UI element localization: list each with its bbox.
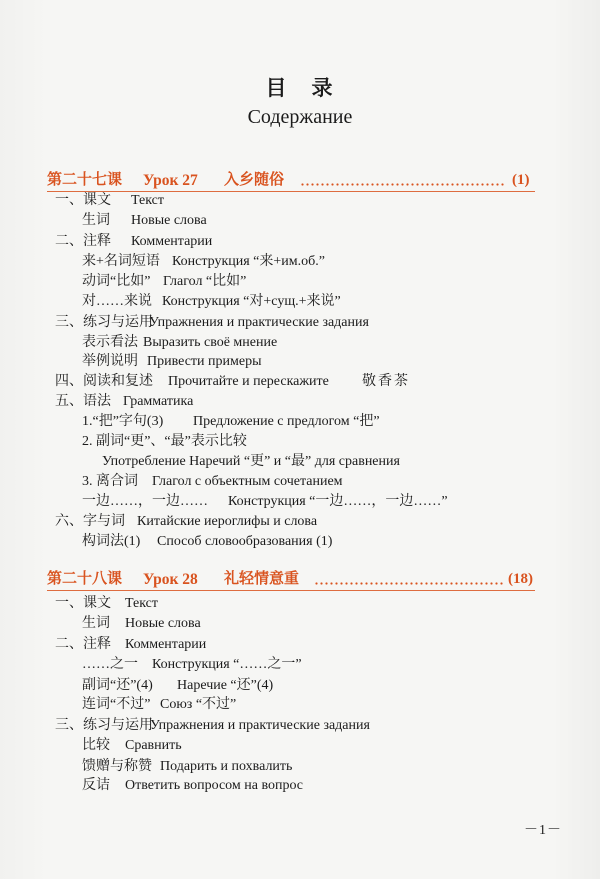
toc-entry: [0, 473, 600, 490]
entry-russian: Глагол с объектным сочетанием: [152, 474, 343, 489]
entry-russian: Конструкция “对+сущ.+来说”: [162, 294, 341, 309]
entry-russian: Текст: [125, 596, 159, 611]
toc-entry: [0, 353, 600, 370]
contents-title-russian: Содержание: [247, 106, 353, 128]
entry-russian: Глагол “比如”: [163, 274, 247, 289]
entry-chinese: 动词“比如”: [82, 274, 151, 289]
toc-entry: [0, 656, 600, 673]
lesson-page-ref: (1): [512, 172, 530, 188]
toc-entry: [0, 636, 600, 653]
lesson-page-ref: (18): [508, 571, 533, 587]
entry-russian: Упражнения и практические задания: [150, 718, 370, 733]
page-number: －1－: [524, 823, 562, 838]
toc-entry: [0, 253, 600, 270]
entry-russian: Подарить и похвалить: [160, 759, 293, 774]
entry-russian: Конструкция “……之一”: [152, 657, 302, 672]
toc-entry: [0, 334, 600, 351]
toc-entry: [0, 192, 600, 209]
toc-entry: [0, 413, 600, 430]
entry-chinese: 二、注释: [55, 234, 111, 249]
toc-entry: [0, 273, 600, 290]
toc-entry: [0, 513, 600, 530]
entry-chinese: 连词“不过”: [82, 697, 151, 712]
lesson-title: 礼轻情意重: [224, 571, 300, 587]
entry-russian: Употребление Наречий “更” и “最” для сравнения: [102, 454, 400, 469]
contents-title-chinese: 目 录: [265, 76, 335, 100]
entry-russian: Ответить вопросом на вопрос: [125, 778, 304, 793]
entry-russian: Конструкция “一边……，一边……”: [228, 494, 448, 509]
entry-russian: Выразить своё мнение: [143, 335, 278, 350]
entry-chinese: 1.“把”字句(3): [82, 414, 164, 429]
entry-chinese: 一、课文: [55, 193, 111, 208]
entry-reading-title: 敬香茶: [362, 374, 410, 389]
toc-entry: [0, 758, 600, 775]
toc-entry: [0, 493, 600, 510]
toc-entry: [0, 737, 600, 754]
dot-leader: [314, 582, 504, 585]
toc-entry: [0, 677, 600, 694]
entry-chinese: 一、课文: [55, 596, 111, 611]
lesson-27-heading: [0, 171, 600, 190]
lesson-number-russian: Урок 28: [143, 571, 198, 588]
toc-entry: [0, 615, 600, 632]
entry-russian: Упражнения и практические задания: [149, 315, 369, 330]
entry-chinese: 三、练习与运用: [55, 718, 153, 733]
entry-russian: Прочитайте и перескажите: [168, 374, 329, 389]
entry-chinese: 构词法(1): [82, 534, 141, 549]
lesson-number-chinese: 第二十七课: [47, 172, 123, 188]
toc-entry: [0, 717, 600, 734]
entry-chinese: 3. 离合词: [82, 474, 138, 489]
entry-russian: Сравнить: [125, 738, 182, 753]
entry-russian: Китайские иероглифы и слова: [137, 514, 318, 529]
toc-entry: [0, 233, 600, 250]
entry-chinese: 二、注释: [55, 637, 111, 652]
entry-chinese: 六、字与词: [55, 514, 125, 529]
entry-russian: Новые слова: [125, 616, 201, 631]
toc-entry: [0, 314, 600, 331]
entry-chinese: 对……来说: [82, 294, 152, 309]
toc-entry: [0, 373, 600, 390]
entry-russian: Конструкция “来+им.об.”: [172, 254, 325, 269]
entry-chinese: 五、语法: [55, 394, 111, 409]
toc-entry: [0, 433, 600, 450]
entry-chinese: 反诘: [82, 778, 110, 793]
entry-chinese: 副词“还”(4): [82, 678, 153, 693]
entry-russian: Комментарии: [125, 637, 207, 652]
heading-rule: [47, 590, 535, 591]
lesson-number-russian: Урок 27: [143, 172, 198, 189]
toc-entry: [0, 453, 600, 470]
entry-russian: Новые слова: [131, 213, 207, 228]
entry-chinese: 三、练习与运用: [55, 315, 153, 330]
entry-chinese: 来+名词短语: [82, 254, 160, 269]
lesson-28-heading: [0, 570, 600, 589]
entry-russian: Грамматика: [123, 394, 194, 409]
toc-entry: [0, 393, 600, 410]
entry-chinese: 一边……，一边……: [82, 494, 208, 509]
entry-chinese: 2. 副词“更”、“最”表示比较: [82, 434, 247, 449]
entry-russian: Способ словообразования (1): [157, 534, 333, 549]
toc-entry: [0, 212, 600, 229]
entry-russian: Комментарии: [131, 234, 213, 249]
entry-chinese: 表示看法: [82, 335, 138, 350]
lesson-number-chinese: 第二十八课: [47, 571, 123, 587]
entry-russian: Наречие “还”(4): [177, 678, 274, 693]
toc-entry: [0, 696, 600, 713]
entry-chinese: 比较: [82, 738, 110, 753]
dot-leader: [300, 183, 506, 186]
toc-entry: [0, 293, 600, 310]
toc-entry: [0, 595, 600, 612]
toc-entry: [0, 533, 600, 550]
entry-chinese: 四、阅读和复述: [55, 374, 153, 389]
entry-chinese: 举例说明: [82, 354, 138, 369]
entry-chinese: 生词: [82, 616, 110, 631]
entry-chinese: 生词: [82, 213, 110, 228]
entry-russian: Союз “不过”: [160, 697, 237, 712]
lesson-title: 入乡随俗: [224, 172, 285, 188]
entry-russian: Предложение с предлогом “把”: [193, 414, 380, 429]
entry-chinese: 馈赠与称赞: [82, 759, 152, 774]
entry-russian: Привести примеры: [147, 354, 262, 369]
entry-russian: Текст: [131, 193, 165, 208]
entry-chinese: ……之一: [82, 657, 138, 672]
toc-entry: [0, 777, 600, 794]
